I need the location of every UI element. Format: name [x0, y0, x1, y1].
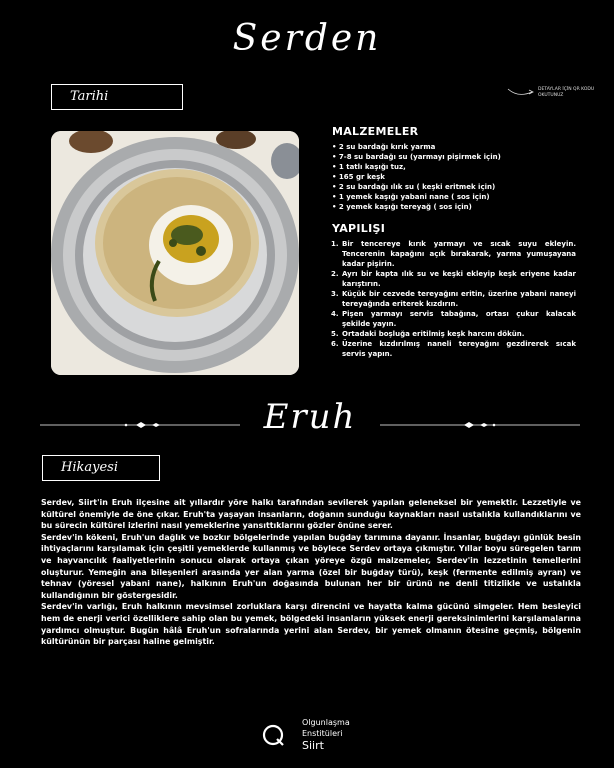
section-divider [40, 395, 580, 451]
ornament-right-icon [380, 421, 580, 429]
method-step: 2. Ayrı bir kapta ılık su ve keşki ekleyip keşk eriyene kadar karıştırın. [341, 269, 576, 289]
story-paragraph: Serdev'in kökeni, Eruh'un dağlık ve bozkır bölgelerinde yapılan buğday tarımına dayanır. İnsanlar, buğdayı günlük besin ihtiyaçlarını karşılamak için çeşitli yemeklerde kullanmış ve böylece Serdev ortaya çıkmıştır. Yıllar boyu süregelen tarım ve hayvancılık faaliyetlerinin sonucu olarak ortaya çıkan yöreye özgü malzemeler, Serdev'in lezzetinin temellerini oluşturur. Yemeğin ana bileşenleri arasında yer alan yarma (özel bir buğday türü), keşk (fermente edilmiş ayran) ve tehnav (yöresel yabani nane), halkının Eruh'un doğasında bulunan her bir ürünü ne denli titizlikle ve ustalıkla kullandığının bir göstergesidir. [41, 532, 581, 600]
ingredient-item: • 1 yemek kaşığı yabani nane ( sos için) [332, 192, 576, 202]
method-heading: YAPILIŞI [332, 222, 386, 235]
institute-logo [262, 718, 382, 758]
logo-line-2: Enstitüleri [302, 729, 343, 738]
method-step: 5. Ortadaki boşluğa eritilmiş keşk harcını dökün. [341, 329, 576, 339]
dish-photo [51, 131, 299, 375]
recipe-panel [332, 127, 576, 359]
page-title: Serden [232, 18, 382, 59]
ingredient-item: • 2 su bardağı kırık yarma [332, 142, 576, 152]
ingredient-item: • 1 tatlı kaşığı tuz, [332, 162, 576, 172]
story-paragraph: Serdev'in varlığı, Eruh halkının mevsimsel zorluklara karşı direncini ve hayatta kalma gücünü simgeler. Hem besleyici hem de enerji verici özelliklere sahip olan bu yemek, bölgedeki insanların yüksek enerji gereksinimlerini karşılamalarına yardımcı olmuştur. Bugün hâlâ Eruh'un sofralarında yerini alan Serdev, bir yemek olmanın ötesine geçmiş, bölgenin kültürünün bir parçası haline gelmiştir. [41, 602, 581, 647]
ingredient-item: • 2 su bardağı ılık su ( keşki eritmek için) [332, 182, 576, 192]
ingredient-item: • 165 gr keşk [332, 172, 576, 182]
section-tag-tarihi: Tarihi [51, 84, 183, 110]
story-paragraph: Serdev, Siirt'in Eruh ilçesine ait yıllardır yöre halkı tarafından sevilerek yapılan geleneksel bir yemektir. Lezzetiyle ve kültürel önemiyle de öne çıkar. Eruh'ta yaşayan insanların, doğanın sunduğu kaynakları nasıl ustalıkla kullandıklarını ve bu sürecin kültürel izlerini nasıl yemeklerine yansıttıklarını gözler önüne serer. [41, 498, 581, 531]
logo-line-1: Olgunlaşma [302, 718, 350, 727]
food-photo-icon [51, 131, 299, 375]
story-text [41, 497, 581, 648]
method-step: 6. Üzerine kızdırılmış naneli tereyağını gezdirerek sıcak servis yapın. [341, 339, 576, 359]
method-steps [332, 239, 576, 359]
logo-ring-icon [262, 724, 284, 746]
section-word-eruh: Eruh [263, 397, 357, 437]
ingredient-item: • 2 yemek kaşığı tereyağ ( sos için) [332, 202, 576, 212]
method-step: 1. Bir tencereye kırık yarmayı ve sıcak suyu ekleyin. Tencerenin kapağını açık bırakarak, yarma yumuşayana kadar pişirin. [341, 239, 576, 269]
curved-arrow-icon [506, 86, 536, 96]
ingredients-list [332, 142, 576, 212]
ingredients-heading: MALZEMELER [332, 125, 419, 138]
ingredient-item: • 7-8 su bardağı su (yarmayı pişirmek için) [332, 152, 576, 162]
method-step: 4. Pişen yarmayı servis tabağına, ortası çukur kalacak şekilde yayın. [341, 309, 576, 329]
method-step: 3. Küçük bir cezvede tereyağını eritin, üzerine yabani naneyi tereyağında eriterek kızdırın. [341, 289, 576, 309]
qr-note-text: DETAYLAR İÇİN QR KODU OKUTUNUZ [538, 87, 595, 98]
section-tag-hikayesi: Hikayesi [42, 455, 160, 481]
logo-line-3: Siirt [302, 739, 324, 752]
